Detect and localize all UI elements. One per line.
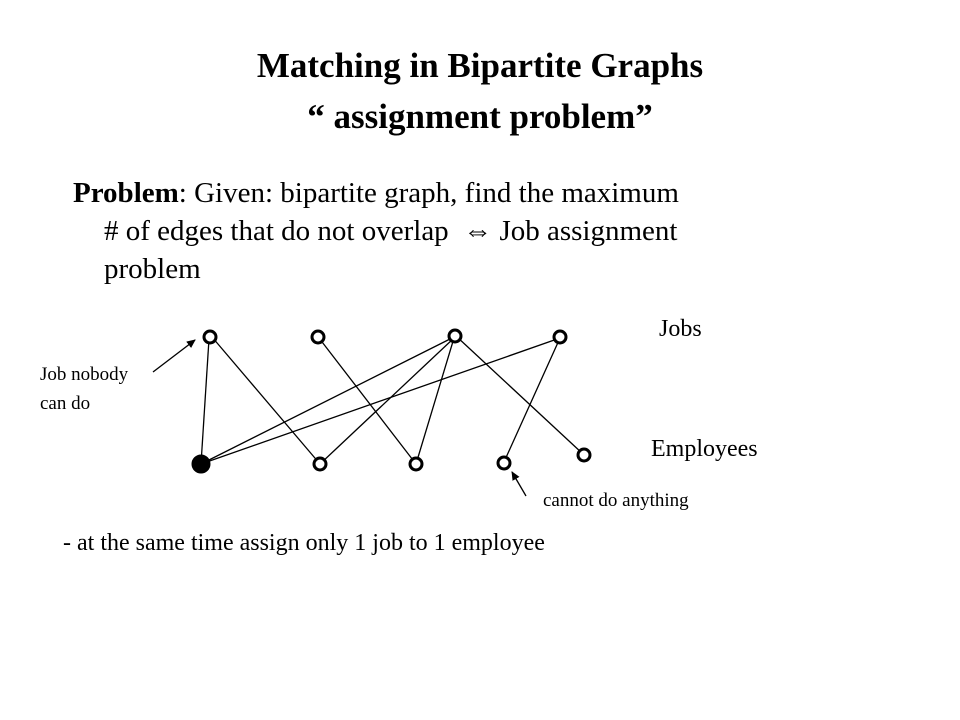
edge-e1-j4	[201, 338, 560, 464]
edge-e3-j2	[319, 338, 416, 464]
problem-line2-text: # of edges that do not overlap	[104, 215, 449, 247]
edge-e2-j3	[320, 338, 454, 464]
cannot-do-anything-annotation: cannot do anything	[543, 490, 689, 511]
job-nobody-annotation	[40, 360, 180, 418]
edge-e1-j3	[201, 337, 454, 464]
edge-e4-j4	[504, 338, 560, 462]
jobs-label: Jobs	[659, 316, 702, 342]
job-node-1	[204, 331, 216, 343]
job-node-2	[312, 331, 324, 343]
edge-e1-j1	[201, 339, 209, 464]
slide-title-line1: Matching in Bipartite Graphs	[256, 46, 704, 85]
edge-e5-j3	[456, 336, 583, 454]
employee-node-5	[578, 449, 590, 461]
job-nobody-line1: Job nobody	[40, 364, 129, 385]
slide-title-line2: “ assignment problem”	[307, 97, 653, 136]
graph-edges	[201, 336, 583, 464]
job-nodes	[204, 330, 566, 343]
assignment-note: - at the same time assign only 1 job to 1 employee	[63, 530, 545, 556]
problem-line2-rest: Job assignment	[492, 215, 678, 247]
employees-label: Employees	[651, 436, 758, 462]
equivalence-arrow-icon: ⇔	[463, 215, 493, 247]
employee-node-4	[498, 457, 510, 469]
edge-e2-j1	[212, 337, 320, 464]
job-node-3	[449, 330, 461, 342]
employee-node-1	[193, 456, 209, 472]
arrow-to-cannot-employee	[512, 472, 526, 496]
job-nobody-line2: can do	[40, 393, 91, 414]
job-node-4	[554, 331, 566, 343]
problem-line1-text: : Given: bipartite graph, find the maximum	[178, 177, 679, 209]
problem-heading: Problem	[73, 177, 179, 209]
employee-node-2	[314, 458, 326, 470]
employee-nodes	[193, 449, 590, 472]
employee-node-3	[410, 458, 422, 470]
problem-line-3: problem	[104, 253, 201, 285]
edge-e3-j3	[416, 338, 454, 464]
